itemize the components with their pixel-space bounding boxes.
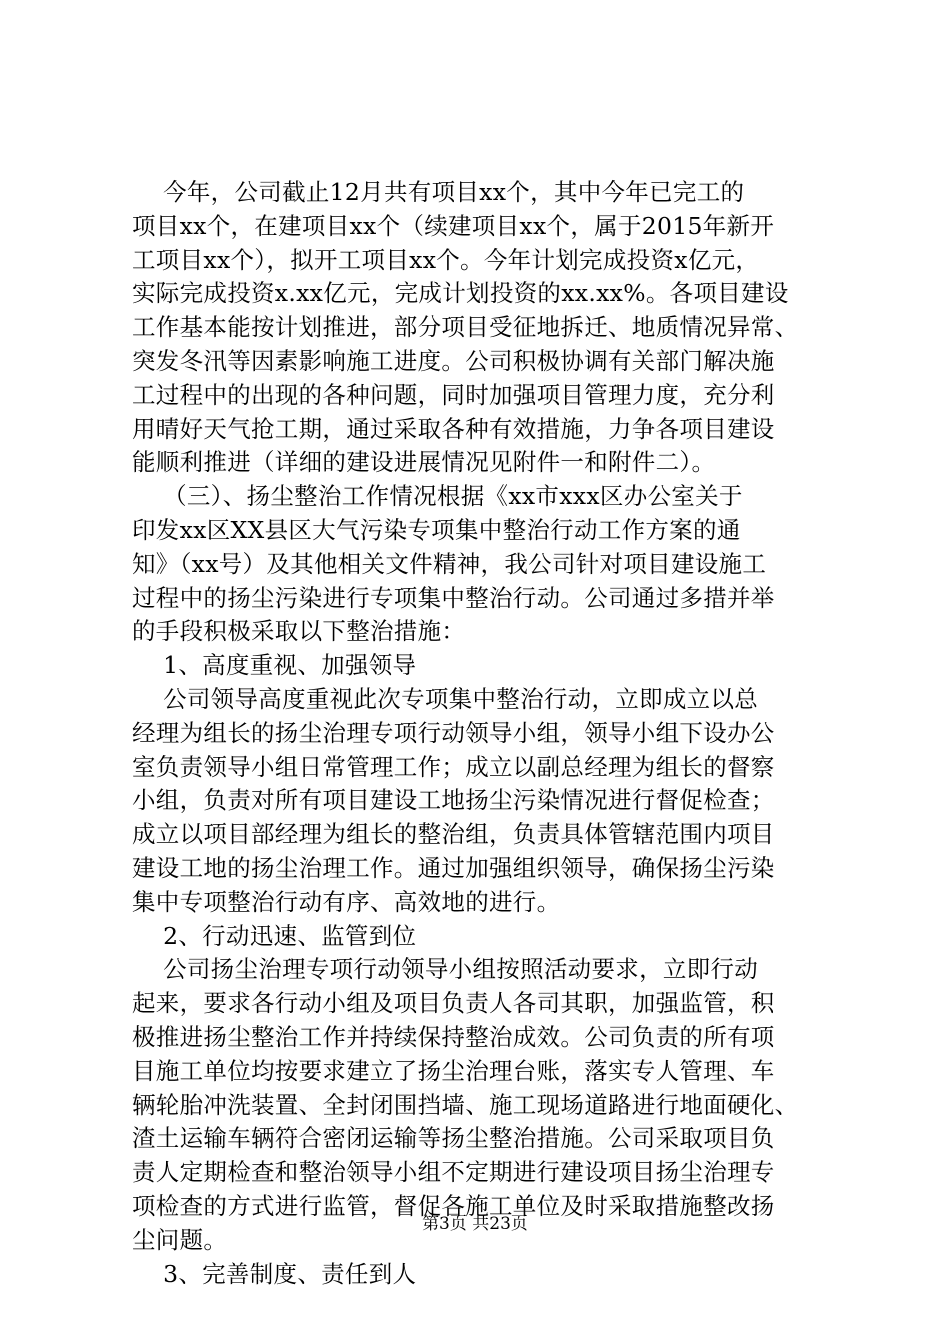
section-heading: 2、行动迅速、监管到位	[132, 921, 417, 950]
text-line: 突发冬汛等因素影响施工进度。公司积极协调有关部门解决施	[132, 346, 775, 375]
body-text	[132, 176, 832, 1291]
text-line: 工作基本能按计划推进，部分项目受征地拆迁、地质情况异常、	[132, 313, 799, 342]
text-line: 过程中的扬尘污染进行专项集中整治行动。公司通过多措并举	[132, 583, 775, 612]
text-line: 极推进扬尘整治工作并持续保持整治成效。公司负责的所有项	[132, 1022, 775, 1051]
text-line: 建设工地的扬尘治理工作。通过加强组织领导，确保扬尘污染	[132, 853, 775, 882]
section-heading: 1、高度重视、加强领导	[132, 651, 417, 680]
text-line: 目施工单位均按要求建立了扬尘治理台账，落实专人管理、车	[132, 1056, 775, 1085]
text-line: 渣土运输车辆符合密闭运输等扬尘整治措施。公司采取项目负	[132, 1124, 775, 1153]
text-line: 用晴好天气抢工期，通过采取各种有效措施，力争各项目建设	[132, 414, 775, 443]
text-line: 成立以项目部经理为组长的整治组，负责具体管辖范围内项目	[132, 820, 775, 849]
text-line: 实际完成投资x.xx亿元，完成计划投资的xx.xx%。各项目建设	[132, 279, 789, 308]
text-line: 公司扬尘治理专项行动领导小组按照活动要求，立即行动	[132, 955, 759, 984]
text-line: 室负责领导小组日常管理工作；成立以副总经理为组长的督察	[132, 752, 775, 781]
text-line: 的手段积极采取以下整治措施：	[132, 617, 466, 646]
text-line: 辆轮胎冲洗装置、全封闭围挡墙、施工现场道路进行地面硬化、	[132, 1090, 799, 1119]
page-number-footer: 第3页 共23页	[422, 1214, 528, 1234]
text-line: 经理为组长的扬尘治理专项行动领导小组，领导小组下设办公	[132, 718, 775, 747]
text-line: 能顺利推进（详细的建设进展情况见附件一和附件二）。	[132, 448, 716, 477]
text-line: （三）、扬尘整治工作情况根据《xx市xxx区办公室关于	[132, 482, 743, 511]
text-line: 工项目xx个），拟开工项目xx个。今年计划完成投资x亿元，	[132, 245, 760, 274]
text-line: 责人定期检查和整治领导小组不定期进行建设项目扬尘治理专	[132, 1158, 775, 1187]
text-line: 尘问题。	[132, 1225, 228, 1254]
text-line: 知》（xx号）及其他相关文件精神，我公司针对项目建设施工	[132, 549, 767, 578]
text-line: 起来，要求各行动小组及项目负责人各司其职，加强监管，积	[132, 989, 775, 1018]
text-line: 集中专项整治行动有序、高效地的进行。	[132, 887, 561, 916]
text-line: 印发xx区XX县区大气污染专项集中整治行动工作方案的通	[132, 515, 741, 544]
text-line: 工过程中的出现的各种问题，同时加强项目管理力度，充分利	[132, 380, 775, 409]
text-line: 项目xx个，在建项目xx个（续建项目xx个，属于2015年新开	[132, 211, 775, 240]
section-heading: 3、完善制度、责任到人	[132, 1259, 417, 1288]
text-line: 今年，公司截止12月共有项目xx个，其中今年已完工的	[132, 178, 745, 206]
text-line: 小组，负责对所有项目建设工地扬尘污染情况进行督促检查；	[132, 786, 775, 815]
text-line: 项检查的方式进行监管，督促各施工单位及时采取措施整改扬	[132, 1191, 775, 1220]
text-line: 公司领导高度重视此次专项集中整治行动，立即成立以总	[132, 684, 759, 713]
